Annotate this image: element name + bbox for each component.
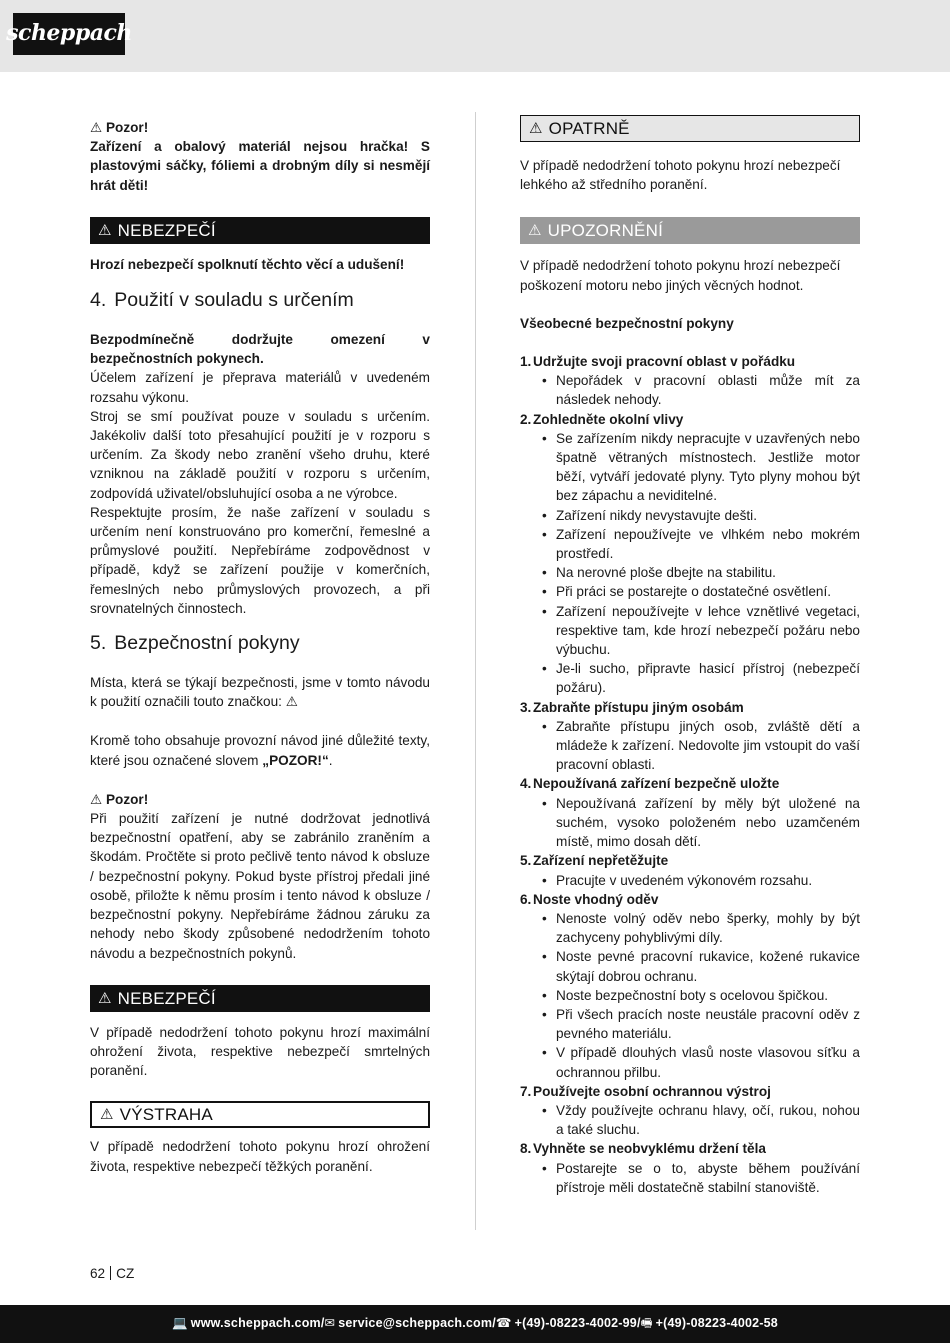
safety-rule-title — [520, 1082, 860, 1101]
safety-rule-title — [520, 851, 860, 870]
bullet-item: • Noste bezpečnostní boty s ocelovou špičkou. — [542, 986, 860, 1005]
bullet-item: • Při práci se postarejte o dostatečné osvětlení. — [542, 582, 860, 601]
contact-bar — [0, 1305, 950, 1343]
warning-icon: ⚠ — [528, 222, 542, 240]
safety-rule-number: 1. — [520, 354, 532, 370]
fax-icon: 🖷 — [640, 1316, 653, 1331]
bullet-item: • V případě dlouhých vlasů noste vlasovou síťku a ochrannou přilbu. — [542, 1043, 860, 1081]
bullet-item: • Nepořádek v pracovní oblasti může mít za následek nehody. — [542, 371, 860, 409]
safety-rule-title-text: Noste vhodný oděv — [533, 891, 659, 907]
safety-rule-number: 4. — [520, 776, 532, 792]
opatrne-text: V případě nedodržení tohoto pokynu hrozí nebezpečí lehkého až středního poranění. — [520, 158, 841, 193]
email-link[interactable]: service@scheppach.com — [338, 1316, 493, 1331]
bullet-item: • Postarejte se o to, abyste během používání přístroje měli dostatečně stabilní stanoviště. — [542, 1159, 860, 1197]
safety-rule-title-text: Zohledněte okolní vlivy — [533, 411, 684, 427]
left-column — [90, 118, 430, 1176]
safety-rule-bullets — [542, 794, 860, 852]
mail-icon: ✉ — [324, 1316, 336, 1331]
bullet-item: • Noste pevné pracovní rukavice, kožené rukavice skýtají dobrou ochranu. — [542, 947, 860, 985]
bullet-item: • Zařízení nepoužívejte ve vlhkém nebo mokrém prostředí. — [542, 525, 860, 563]
phone-number: +(49)-08223-4002-99 — [514, 1316, 637, 1331]
header-band — [0, 0, 950, 72]
safety-rule-title-text: Používejte osobní ochrannou výstroj — [533, 1083, 771, 1099]
pozor2-text: Při použití zařízení je nutné dodržovat jednotlivá bezpečnostní opatření, aby se zabránilo zraněním a škodám. Pročtěte si proto pečlivě tento návod k obsluze / bezpečnostní pokyny. Pokud byste přístroj předali jiné osobě, přiložte k němu prosím i tento návod k obsluze / bezpečnostní pokyny. Nepřebíráme žádnou záruku za nehody nebo škody způsobené nedodržením tohoto návodu a bezpečnostních pokynů. — [90, 811, 430, 961]
contact-separator: / — [320, 1316, 325, 1331]
safety-rule-bullets — [542, 717, 860, 775]
safety-rule-bullets — [542, 871, 860, 890]
upozorneni-text: V případě nedodržení tohoto pokynu hrozí nebezpečí poškození motoru nebo jiných věcných hodnot. — [520, 258, 841, 293]
page-footer — [90, 1264, 134, 1283]
bullet-item: • Zařízení nikdy nevystavujte dešti. — [542, 506, 860, 525]
contact-separator: / — [636, 1316, 641, 1331]
section-5-title: Bezpečnostní pokyny — [114, 632, 300, 655]
safety-rule-title — [520, 890, 860, 909]
pozor-title: ⚠ Pozor! — [90, 120, 149, 135]
nebezpeci-label: NEBEZPEČÍ — [117, 220, 216, 240]
section-5-p2: Kromě toho obsahuje provozní návod jiné důležité texty, které jsou označené slovem „POZOR!“. — [90, 733, 430, 768]
column-divider — [475, 112, 476, 1230]
computer-icon: 💻 — [172, 1316, 188, 1331]
safety-rule — [520, 698, 860, 775]
safety-rule-number: 3. — [520, 699, 532, 715]
language-code: CZ — [116, 1266, 135, 1281]
vystraha-box — [90, 1101, 430, 1128]
safety-rule-title — [520, 410, 860, 429]
safety-rule-title — [520, 698, 860, 717]
fax-number: +(49)-08223-4002-58 — [655, 1316, 778, 1331]
safety-rule-number: 6. — [520, 891, 532, 907]
safety-rule-bullets — [542, 1159, 860, 1197]
right-column — [520, 115, 860, 1197]
phone-icon: ☎ — [495, 1316, 512, 1331]
section-4-heading — [90, 288, 430, 312]
safety-rule — [520, 1082, 860, 1140]
pozor-text: Zařízení a obalový materiál nejsou hračka! S plastovými sáčky, fóliemi a drobným díly si nesmějí hrát děti! — [90, 139, 430, 193]
safety-rule — [520, 410, 860, 698]
safety-rule-title-text: Udržujte svoji pracovní oblast v pořádku — [533, 354, 796, 370]
safety-rule-title-text: Vyhněte se neobvyklému držení těla — [533, 1141, 766, 1157]
bullet-item: • Vždy používejte ochranu hlavy, očí, rukou, nohou a také sluchu. — [542, 1101, 860, 1139]
section-4-number: 4. — [90, 289, 107, 312]
section-4-title: Použití v souladu s určením — [114, 289, 354, 312]
contact-separator: / — [492, 1316, 496, 1331]
bullet-item: • Se zařízením nikdy nepracujte v uzavřených nebo špatně větraných místnostech. Jestliže motor běží, vytváří jedovaté plyny. Tyto plyny mohou být bez zápachu a neviditelné. — [542, 429, 860, 506]
pozor2-title: ⚠ Pozor! — [90, 791, 149, 807]
warning-icon: ⚠ — [98, 221, 112, 239]
safety-rule-title — [520, 1139, 860, 1158]
section-5-p1: Místa, která se týkají bezpečnosti, jsme v tomto návodu k použití označili touto značkou: ⚠ — [90, 675, 430, 710]
safety-rule-title — [520, 352, 860, 371]
vystraha-label: VÝSTRAHA — [119, 1105, 213, 1125]
upozorneni-label: UPOZORNĚNÍ — [547, 221, 663, 241]
nebezpeci-box — [90, 217, 430, 244]
safety-rule-bullets — [542, 1101, 860, 1139]
bullet-item: • Nepoužívaná zařízení by měly být uložené na suchém, vysoko položeném nebo uzamčeném místě, mimo dosah dětí. — [542, 794, 860, 852]
safety-rule-bullets — [542, 371, 860, 409]
bullet-item: • Je-li sucho, připravte hasicí přístroj (nebezpečí požáru). — [542, 659, 860, 697]
safety-rule — [520, 1139, 860, 1197]
safety-rule-title-text: Zabraňte přístupu jiným osobám — [533, 699, 744, 715]
section-4-p1: Účelem zařízení je přeprava materiálů v uvedeném rozsahu výkonu. — [90, 370, 430, 405]
nebezpeci2-box — [90, 985, 430, 1012]
safety-rule-number: 8. — [520, 1141, 532, 1157]
bullet-item: • Na nerovné ploše dbejte na stabilitu. — [542, 563, 860, 582]
bullet-item: • Zařízení nepoužívejte v lehce vznětlivé vegetaci, respektive tam, kde hrozí nebezpečí požáru nebo výbuchu. — [542, 602, 860, 660]
section-4-bold: Bezpodmínečně dodržujte omezení v bezpečnostních pokynech. — [90, 332, 430, 367]
opatrne-label: OPATRNĚ — [548, 118, 630, 138]
safety-rule-title-text: Nepoužívaná zařízení bezpečně uložte — [533, 776, 780, 792]
upozorneni-box — [520, 217, 860, 244]
opatrne-box — [520, 115, 860, 142]
safety-rule — [520, 851, 860, 889]
bullet-item: • Zabraňte přístupu jiných osob, zvláště dětí a mládeže k zařízení. Nedovolte jim vstoupit do vaší pracovní oblasti. — [542, 717, 860, 775]
nebezpeci-text: Hrozí nebezpečí spolknutí těchto věcí a udušení! — [90, 256, 405, 272]
general-safety-title: Všeobecné bezpečnostní pokyny — [520, 315, 734, 331]
scheppach-logo: scheppach — [13, 13, 125, 55]
warning-icon: ⚠ — [98, 989, 112, 1007]
nebezpeci2-label: NEBEZPEČÍ — [117, 988, 216, 1008]
safety-rule-title-text: Zařízení nepřetěžujte — [533, 853, 669, 869]
bullet-item: • Pracujte v uvedeném výkonovém rozsahu. — [542, 871, 860, 890]
vystraha-text: V případě nedodržení tohoto pokynu hrozí ohrožení života, respektive nebezpečí těžkých poranění. — [90, 1139, 430, 1174]
nebezpeci2-text: V případě nedodržení tohoto pokynu hrozí maximální ohrožení života, respektive nebezpečí smrtelných poranění. — [90, 1024, 430, 1079]
section-4-p2: Stroj se smí používat pouze v souladu s určením. Jakékoliv další toto přesahující použití je v rozporu s určením. Za škody nebo zranění všeho druhu, které vzniknou na základě použití v rozporu s určením, zodpovídá uživatel/obsluhující osoba a ne výrobce. — [90, 408, 430, 501]
section-5-heading — [90, 631, 430, 655]
safety-rule-bullets — [542, 909, 860, 1082]
page-number: 62 — [90, 1266, 106, 1281]
section-4-p3: Respektujte prosím, že naše zařízení v souladu s určením není konstruováno pro komerční, řemeslné a průmyslové použití. Nepřebíráme zodpovědnost v případě, když se zařízení použije v komerčních, řemeslných nebo průmyslových provozech, a při srovnatelných činnostech. — [90, 504, 430, 616]
safety-rule-number: 5. — [520, 853, 532, 869]
page-separator — [110, 1266, 111, 1280]
website-link[interactable]: www.scheppach.com — [190, 1316, 321, 1331]
safety-rule-number: 2. — [520, 411, 532, 427]
safety-rule-title — [520, 774, 860, 793]
safety-rule-bullets — [542, 429, 860, 698]
safety-rule-number: 7. — [520, 1083, 532, 1099]
safety-rule — [520, 774, 860, 851]
bullet-item: • Při všech pracích noste neustále pracovní oděv z pevného materiálu. — [542, 1005, 860, 1043]
safety-rule — [520, 352, 860, 410]
bullet-item: • Nenoste volný oděv nebo šperky, mohly by být zachyceny pohyblivými díly. — [542, 909, 860, 947]
section-5-number: 5. — [90, 632, 107, 655]
warning-icon: ⚠ — [100, 1106, 114, 1124]
warning-icon: ⚠ — [529, 119, 543, 137]
safety-rules-list — [520, 352, 860, 1197]
safety-rule — [520, 890, 860, 1082]
